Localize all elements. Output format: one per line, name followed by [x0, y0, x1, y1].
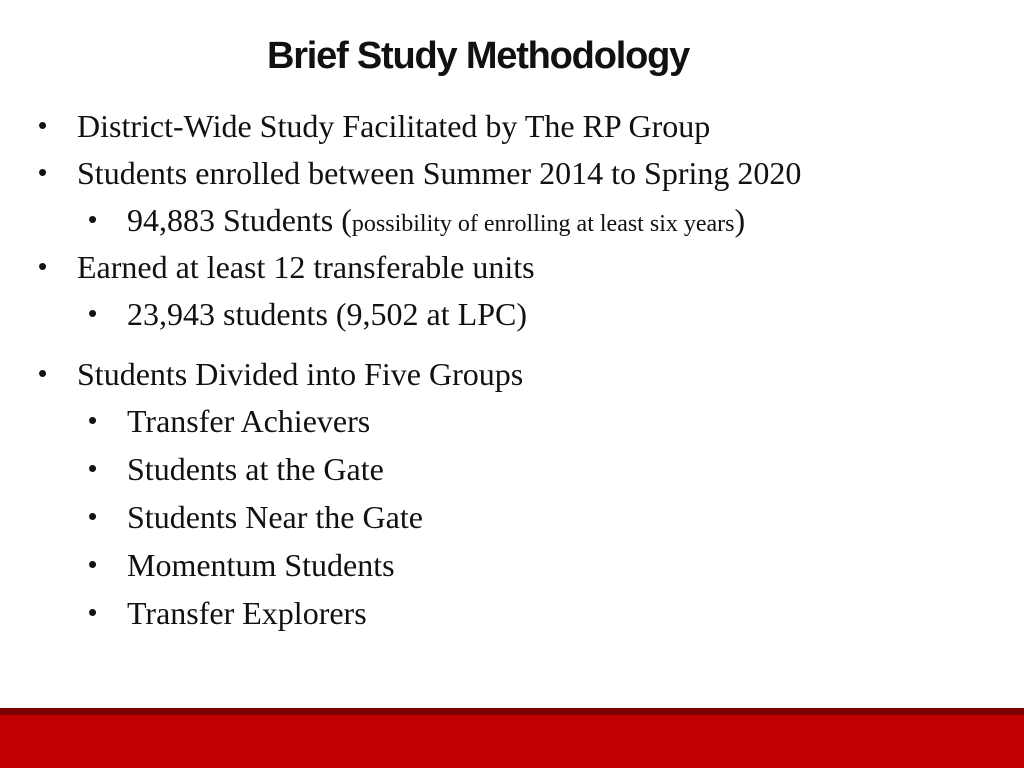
footer-accent-stripe — [0, 708, 1024, 715]
bullet-item: District-Wide Study Facilitated by The RP Group — [77, 108, 711, 144]
bullet-item-end: ) — [734, 202, 746, 238]
bullet-item: Transfer Achievers — [127, 403, 371, 439]
bullet-icon: • — [88, 405, 98, 435]
bullet-item: Students Near the Gate — [127, 499, 423, 535]
bullet-item: Students enrolled between Summer 2014 to Spring 2020 — [77, 155, 802, 191]
footer-accent-bar — [0, 708, 1024, 768]
bullet-item: Momentum Students — [127, 547, 395, 583]
bullet-icon: • — [88, 453, 98, 483]
bullet-icon: • — [38, 157, 48, 187]
bullet-icon: • — [38, 110, 48, 140]
bullet-icon: • — [88, 298, 98, 328]
slide-title: Brief Study Methodology — [266, 35, 690, 77]
bullet-item — [127, 204, 745, 236]
bullet-item-main: 94,883 Students ( — [127, 202, 352, 238]
bullet-icon: • — [88, 597, 98, 627]
bullet-item: 23,943 students (9,502 at LPC) — [127, 296, 527, 332]
bullet-item: Students at the Gate — [127, 451, 384, 487]
bullet-icon: • — [88, 501, 98, 531]
bullet-icon: • — [88, 204, 98, 234]
bullet-item: Earned at least 12 transferable units — [77, 249, 535, 285]
bullet-icon: • — [38, 251, 48, 281]
bullet-item-note: possibility of enrolling at least six years — [351, 211, 735, 237]
bullet-icon: • — [88, 549, 98, 579]
bullet-icon: • — [38, 358, 48, 388]
bullet-item: Transfer Explorers — [127, 595, 367, 631]
bullet-item: Students Divided into Five Groups — [77, 356, 524, 392]
